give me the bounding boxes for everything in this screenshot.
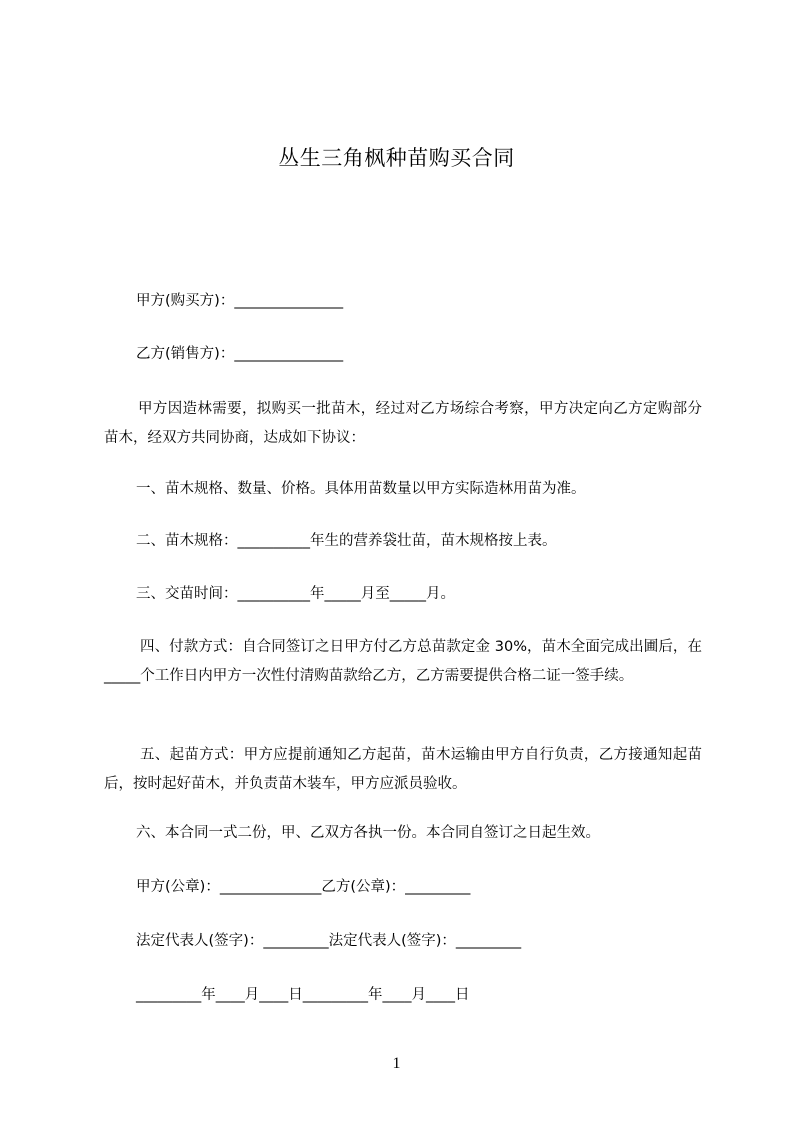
clause-1: 一、苗木规格、数量、价格。具体用苗数量以甲方实际造林用苗为准。 — [136, 481, 586, 497]
date-line: _________年____月____日_________年____月____日 — [136, 987, 470, 1003]
seal-line: 甲方(公章)：______________乙方(公章)：_________ — [136, 879, 471, 895]
page-number: 1 — [392, 1055, 401, 1072]
representative-signature-line: 法定代表人(签字)：_________法定代表人(签字)：_________ — [136, 933, 522, 949]
party-a-line: 甲方(购买方)：_______________ — [136, 293, 344, 309]
page-title: 丛生三角枫种苗购买合同 — [278, 146, 515, 170]
clause-6: 六、本合同一式二份，甲、乙双方各执一份。本合同自签订之日起生效。 — [136, 825, 600, 841]
clause-4: 四、付款方式：自合同签订之日甲方付乙方总苗款定金 30%，苗木全面完成出圃后，在_____个工作日内甲方一次性付清购苗款给乙方，乙方需要提供合格二证一签手续。 — [104, 639, 702, 684]
intro-paragraph: 甲方因造林需要，拟购买一批苗木，经过对乙方场综合考察，甲方决定向乙方定购部分苗木，经双方共同协商，达成如下协议： — [104, 401, 702, 446]
clause-5: 五、起苗方式：甲方应提前通知乙方起苗，苗木运输由甲方自行负责，乙方接通知起苗后，按时起好苗木，并负责苗木装车，甲方应派员验收。 — [104, 747, 702, 792]
clause-3: 三、交苗时间：__________年_____月至_____月。 — [136, 586, 455, 602]
party-b-line: 乙方(销售方)：_______________ — [136, 346, 344, 362]
clause-2: 二、苗木规格：__________年生的营养袋壮苗，苗木规格按上表。 — [136, 533, 557, 549]
